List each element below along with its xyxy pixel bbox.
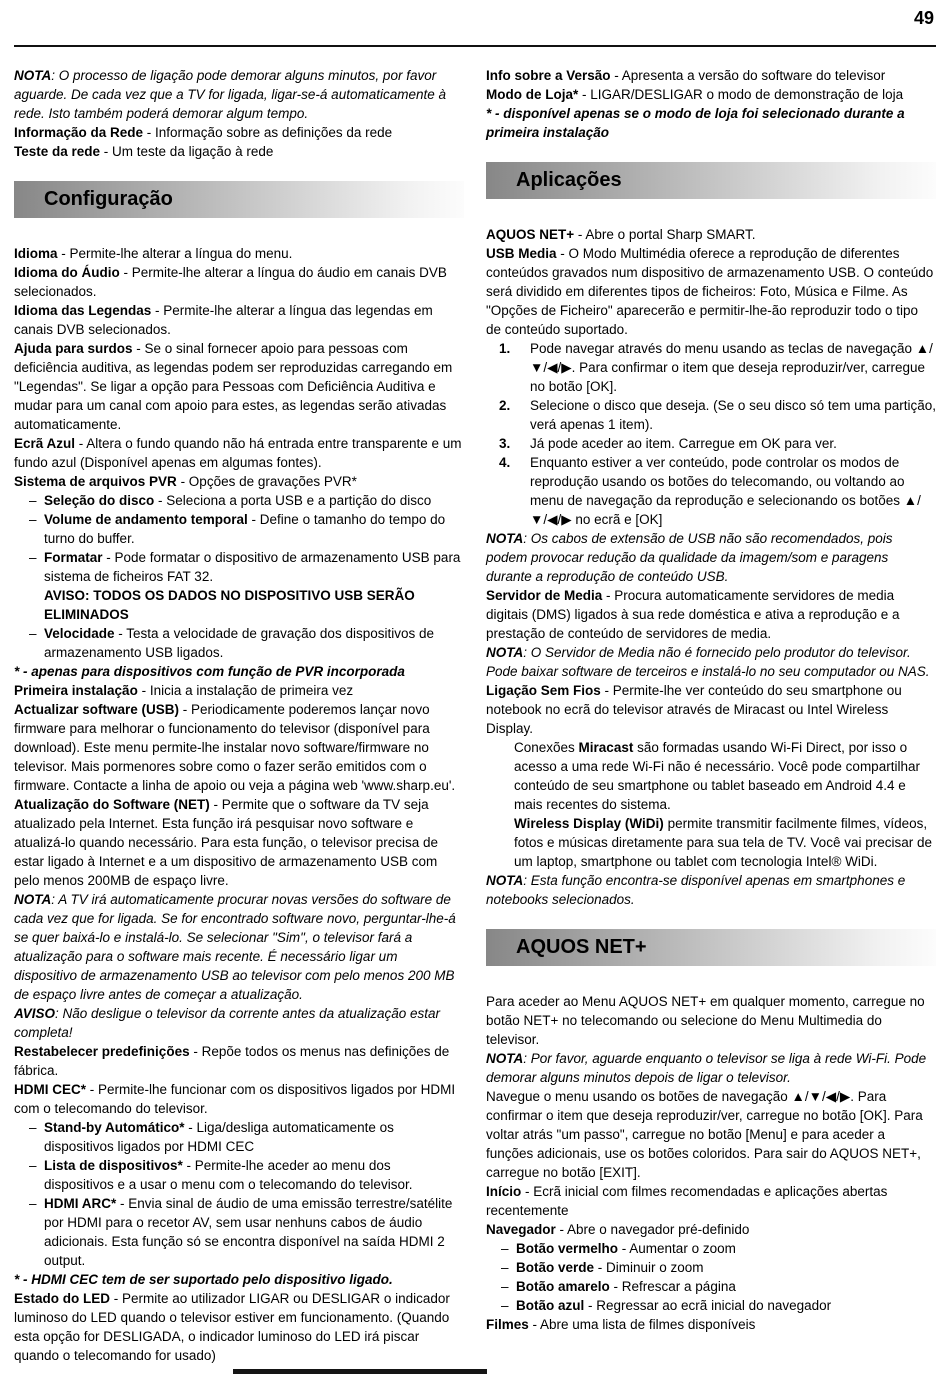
text-segment: - Diminuir o zoom xyxy=(594,1260,704,1275)
text-segment: Seleção do disco xyxy=(44,493,155,508)
text-segment: Modo de Loja* xyxy=(486,87,579,102)
text-segment: - Permite-lhe alterar a língua das legendas em canais DVB selecionados. xyxy=(14,303,433,337)
text-segment: - Pode formatar o dispositivo de armazenamento USB para sistema de ficheiros FAT 32. xyxy=(44,550,461,584)
list-marker: – xyxy=(501,1279,509,1294)
paragraph xyxy=(486,104,936,142)
paragraph xyxy=(14,1289,464,1365)
text-segment: HDMI CEC* xyxy=(14,1082,87,1097)
text-segment: - Liga/desliga automaticamente os dispositivos ligados por HDMI CEC xyxy=(44,1120,394,1154)
paragraph xyxy=(486,1220,936,1239)
text-segment: são formadas usando Wi-Fi Direct, por isso o acesso a uma rede Wi-Fi não é necessário. Você pode compartilhar conteúdo de seu smartphone ou tablet baseado em Android 4.4 e mais recentes do sistema. xyxy=(514,740,920,812)
text-segment: Info sobre a Versão xyxy=(486,68,611,83)
text-segment: Servidor de Media xyxy=(486,588,603,603)
paragraph xyxy=(486,1315,936,1334)
paragraph xyxy=(14,472,464,491)
section-heading-configuracao: Configuração xyxy=(14,181,464,218)
paragraph xyxy=(14,1080,464,1118)
text-segment: Formatar xyxy=(44,550,103,565)
paragraph xyxy=(486,85,936,104)
list-item xyxy=(14,1194,464,1270)
text-segment: Velocidade xyxy=(44,626,115,641)
text-segment: - Repõe todos os menus nas definições de fábrica. xyxy=(14,1044,450,1078)
text-segment: NOTA xyxy=(486,531,524,546)
text-segment: - Se o sinal fornecer apoio para pessoas com deficiência auditiva, as legendas podem ser reproduzidas carregando em "Legendas". Se ligar a opção para Pessoas com Deficiência Auditiva e mudar para um canal com apoio para estes, as legendas serão ativadas automaticamente. xyxy=(14,341,453,432)
text-segment: Botão vermelho xyxy=(516,1241,619,1256)
paragraph xyxy=(486,1049,936,1087)
text-segment: - Abre o portal Sharp SMART. xyxy=(574,227,756,242)
text-segment: Para aceder ao Menu AQUOS NET+ em qualquer momento, carregue no botão NET+ no telecomando ou selecione do Menu Multimedia do televisor. xyxy=(486,994,925,1047)
paragraph xyxy=(486,225,936,244)
list-item xyxy=(486,1258,936,1277)
text-segment: permite transmitir facilmente filmes, vídeos, fotos e músicas diretamente para sua tela de TV. Você vai precisar de um laptop, smartphone ou tablet com tecnologia Intel® WiDi. xyxy=(514,816,932,869)
text-segment: : Esta função encontra-se disponível apenas em smartphones e notebooks selecionados. xyxy=(486,873,906,907)
text-segment: USB Media xyxy=(486,246,557,261)
text-segment: Selecione o disco que deseja. (Se o seu disco só tem uma partição, verá apenas 1 item). xyxy=(530,398,936,432)
text-segment: - Seleciona a porta USB e a partição do disco xyxy=(154,493,432,508)
content-columns xyxy=(14,66,936,1365)
text-segment: - Abre uma lista de filmes disponíveis xyxy=(528,1317,756,1332)
numbered-item xyxy=(486,396,936,434)
list-marker: – xyxy=(29,1120,37,1135)
paragraph xyxy=(14,662,464,681)
paragraph xyxy=(14,301,464,339)
list-marker: 2. xyxy=(499,398,511,413)
text-segment: Wireless Display (WiDi) xyxy=(514,816,664,831)
paragraph xyxy=(486,1182,936,1220)
top-rule xyxy=(14,45,936,47)
text-segment: Primeira instalação xyxy=(14,683,138,698)
list-item xyxy=(14,510,464,548)
text-segment: - Permite ao utilizador LIGAR ou DESLIGAR o indicador luminoso do LED quando o televisor estiver em funcionamento. (Quando esta opção for DESLIGADA, o indicador luminoso do LED irá piscar quando o telecomando for usado) xyxy=(14,1291,450,1363)
text-segment: Ligação Sem Fios xyxy=(486,683,601,698)
text-segment: Botão amarelo xyxy=(516,1279,610,1294)
text-segment: Filmes xyxy=(486,1317,529,1332)
paragraph xyxy=(14,263,464,301)
list-marker: 3. xyxy=(499,436,511,451)
text-segment: Idioma do Áudio xyxy=(14,265,120,280)
list-marker: – xyxy=(29,1158,37,1173)
list-marker: – xyxy=(29,550,37,565)
list-item xyxy=(14,624,464,662)
text-segment: Ajuda para surdos xyxy=(14,341,133,356)
list-marker: – xyxy=(29,493,37,508)
text-segment: Já pode aceder ao item. Carregue em OK para ver. xyxy=(530,436,837,451)
text-segment: AQUOS NET+ xyxy=(486,227,575,242)
paragraph xyxy=(14,795,464,890)
text-segment: Navegador xyxy=(486,1222,556,1237)
text-segment: * - disponível apenas se o modo de loja foi selecionado durante a primeira instalação xyxy=(486,106,905,140)
text-segment: Miracast xyxy=(578,740,634,755)
list-item xyxy=(14,548,464,624)
paragraph xyxy=(486,586,936,643)
paragraph xyxy=(14,142,464,161)
list-marker: – xyxy=(501,1298,509,1313)
list-item xyxy=(486,1296,936,1315)
text-segment: Informação da Rede xyxy=(14,125,144,140)
text-segment: Botão azul xyxy=(516,1298,585,1313)
list-item xyxy=(14,1118,464,1156)
text-segment: - Opções de gravações PVR* xyxy=(176,474,357,489)
text-segment: - Altera o fundo quando não há entrada entre transparente e um fundo azul (Disponível apenas em algumas fontes). xyxy=(14,436,462,470)
list-marker: 4. xyxy=(499,455,511,470)
paragraph xyxy=(486,738,936,814)
list-marker: – xyxy=(29,626,37,641)
paragraph xyxy=(14,339,464,434)
text-segment: Enquanto estiver a ver conteúdo, pode controlar os modos de reprodução usando os botões do telecomando, ou voltando ao menu de navegação da reprodução e selecionando os botões ▲/▼/◀/▶ no ecrã e [OK] xyxy=(530,455,921,527)
text-segment: - Permite-lhe alterar a língua do áudio em canais DVB selecionados. xyxy=(14,265,447,299)
text-segment: - Refrescar a página xyxy=(609,1279,736,1294)
text-segment: Idioma xyxy=(14,246,58,261)
text-segment: Teste da rede xyxy=(14,144,101,159)
paragraph xyxy=(14,123,464,142)
page-fold-mark xyxy=(233,1369,487,1374)
list-item xyxy=(486,1239,936,1258)
text-segment: - Envia sinal de áudio de uma emissão terrestre/satélite por HDMI para o recetor AV, sem usar nenhuns cabos de áudio adicionais. Esta função só se encontra disponível na saída HDMI 2 output. xyxy=(44,1196,453,1268)
text-segment: : Os cabos de extensão de USB não são recomendados, pois podem provocar redução da qualidade da imagem/som e paragens durante a reprodução de conteúdo USB. xyxy=(486,531,893,584)
text-segment: Volume de andamento temporal xyxy=(44,512,248,527)
text-segment: Atualização do Software (NET) xyxy=(14,797,210,812)
text-segment: - Testa a velocidade de gravação dos dispositivos de armazenamento USB ligados. xyxy=(44,626,434,660)
paragraph xyxy=(14,1042,464,1080)
text-segment: - Ecrã inicial com filmes recomendadas e aplicações abertas recentemente xyxy=(486,1184,888,1218)
paragraph xyxy=(486,814,936,871)
text-segment: - LIGAR/DESLIGAR o modo de demonstração de loja xyxy=(578,87,904,102)
text-segment: Stand-by Automático* xyxy=(44,1120,185,1135)
numbered-item xyxy=(486,339,936,396)
paragraph xyxy=(486,1087,936,1182)
text-segment: NOTA xyxy=(14,892,52,907)
text-segment: NOTA xyxy=(14,68,52,83)
paragraph xyxy=(486,643,936,681)
text-segment: HDMI ARC* xyxy=(44,1196,117,1211)
list-item xyxy=(486,1277,936,1296)
text-segment: : Não desligue o televisor da corrente antes da atualização estar completa! xyxy=(14,1006,440,1040)
text-segment: Actualizar software (USB) xyxy=(14,702,180,717)
text-segment: AVISO xyxy=(14,1006,56,1021)
section-heading-aquos-net: AQUOS NET+ xyxy=(486,929,936,966)
text-segment: - Permite-lhe funcionar com os dispositivos ligados por HDMI com o telecomando do televisor. xyxy=(14,1082,456,1116)
list-marker: – xyxy=(501,1260,509,1275)
right-column xyxy=(486,66,936,1365)
text-segment: * - apenas para dispositivos com função de PVR incorporada xyxy=(14,664,405,679)
text-segment: - Aumentar o zoom xyxy=(618,1241,736,1256)
text-segment: Sistema de arquivos PVR xyxy=(14,474,177,489)
text-segment: - Regressar ao ecrã inicial do navegador xyxy=(584,1298,832,1313)
text-segment: Pode navegar através do menu usando as teclas de navegação ▲/▼/◀/▶. Para confirmar o item que deseja reproduzir/ver, carregue no botão [OK]. xyxy=(530,341,933,394)
text-segment: - Informação sobre as definições da rede xyxy=(143,125,393,140)
numbered-item xyxy=(486,453,936,529)
text-segment: - Define o tamanho do tempo do turno do buffer. xyxy=(44,512,446,546)
text-segment: Navegue o menu usando os botões de navegação ▲/▼/◀/▶. Para confirmar o item que deseja reproduzir/ver, carregue no botão [OK]. Para voltar atrás "um passo", carregue no botão [Menu] e para aceder a funções adicionais, use os botões coloridos. Para sair do AQUOS NET+, carregue no botão [EXIT]. xyxy=(486,1089,923,1180)
text-segment: Conexões xyxy=(514,740,579,755)
paragraph xyxy=(14,1270,464,1289)
text-segment: - Procura automaticamente servidores de media digitais (DMS) ligados à sua rede doméstica e ativa a reprodução e a prestação de conteúdo de servidores de media. xyxy=(486,588,900,641)
text-segment: NOTA xyxy=(486,645,524,660)
list-marker: – xyxy=(501,1241,509,1256)
text-segment: : Por favor, aguarde enquanto o televisor se liga à rede Wi-Fi. Pode demorar alguns minutos depois de ligar o televisor. xyxy=(486,1051,927,1085)
paragraph xyxy=(486,244,936,339)
paragraph xyxy=(14,681,464,700)
paragraph xyxy=(14,244,464,263)
paragraph xyxy=(486,992,936,1049)
text-segment: - Permite-lhe alterar a língua do menu. xyxy=(57,246,293,261)
list-marker: 1. xyxy=(499,341,511,356)
page-number: 49 xyxy=(913,8,934,28)
numbered-item xyxy=(486,434,936,453)
paragraph xyxy=(486,871,936,909)
text-segment: - Permite-lhe ver conteúdo do seu smartphone ou notebook no ecrã do televisor através de Miracast ou Intel Wireless Display. xyxy=(486,683,902,736)
text-segment: - Permite-lhe aceder ao menu dos dispositivos e a usar o menu com o telecomando do televisor. xyxy=(44,1158,413,1192)
text-segment: NOTA xyxy=(486,873,524,888)
text-segment: - Abre o navegador pré-definido xyxy=(555,1222,750,1237)
paragraph xyxy=(14,434,464,472)
text-segment: : O Servidor de Media não é fornecido pelo produtor do televisor. Pode baixar software de terceiros e instalá-lo no seu computador ou NAS. xyxy=(486,645,930,679)
text-segment: Estado do LED xyxy=(14,1291,111,1306)
text-segment: - Permite que o software da TV seja atualizado pela Internet. Esta função irá pesquisar novo software e atualizá-lo quando necessário. Para esta função, o televisor precisa de estar ligado à Internet e a um dispositivo de armazenamento USB com pelo menos 200MB de espaço livre. xyxy=(14,797,439,888)
paragraph xyxy=(14,700,464,795)
left-column xyxy=(14,66,464,1365)
paragraph xyxy=(14,66,464,123)
paragraph xyxy=(486,681,936,738)
text-segment: - Inicia a instalação de primeira vez xyxy=(137,683,354,698)
text-segment: - Periodicamente poderemos lançar novo firmware para melhorar o funcionamento do televisor (disponível para download). Este menu permite-lhe instalar novo software/firmware no televisor. Mais pormenores sobre como o fazer serão emitidos com o firmware. Contacte a linha de apoio ou veja a página web 'www.sharp.eu'. xyxy=(14,702,456,793)
text-segment: Idioma das Legendas xyxy=(14,303,152,318)
paragraph xyxy=(486,529,936,586)
list-item xyxy=(14,1156,464,1194)
list-marker: – xyxy=(29,512,37,527)
paragraph xyxy=(14,890,464,1004)
text-segment: : O processo de ligação pode demorar alguns minutos, por favor aguarde. De cada vez que a TV for ligada, ligar-se-á automaticamente à rede. Isto também poderá demorar algum tempo. xyxy=(14,68,446,121)
section-heading-aplicacoes: Aplicações xyxy=(486,162,936,199)
text-segment: : A TV irá automaticamente procurar novas versões do software de cada vez que for ligada. Se for encontrado software novo, perguntar-lhe-á se quer baixá-lo e instalá-lo. Se selecionar "Sim", o televisor fará a atualização para o software mais recente. É necessário ligar um dispositivo de armazenamento USB ao televisor com pelo menos 200 MB de espaço livre antes de começar a atualização. xyxy=(14,892,456,1002)
paragraph xyxy=(14,1004,464,1042)
list-marker: – xyxy=(29,1196,37,1211)
paragraph xyxy=(486,66,936,85)
text-segment: * - HDMI CEC tem de ser suportado pelo dispositivo ligado. xyxy=(14,1272,393,1287)
text-segment: Lista de dispositivos* xyxy=(44,1158,183,1173)
list-item xyxy=(14,491,464,510)
text-segment: Início xyxy=(486,1184,522,1199)
text-segment: NOTA xyxy=(486,1051,524,1066)
text-segment: Restabelecer predefinições xyxy=(14,1044,190,1059)
text-segment: Ecrã Azul xyxy=(14,436,76,451)
text-segment: - Um teste da ligação à rede xyxy=(100,144,274,159)
text-segment: AVISO: TODOS OS DADOS NO DISPOSITIVO USB SERÃO ELIMINADOS xyxy=(44,588,415,622)
text-segment: - O Modo Multimédia oferece a reprodução de diferentes conteúdos gravados num dispositivo de armazenamento USB. O conteúdo será dividido em diferentes tipos de ficheiros: Foto, Música e Filme. As "Opções de Ficheiro" aparecerão e permitir-lhe-ão reproduzir todo o tipo de conteúdo suportado. xyxy=(486,246,934,337)
text-segment: - Apresenta a versão do software do televisor xyxy=(610,68,886,83)
text-segment: Botão verde xyxy=(516,1260,595,1275)
